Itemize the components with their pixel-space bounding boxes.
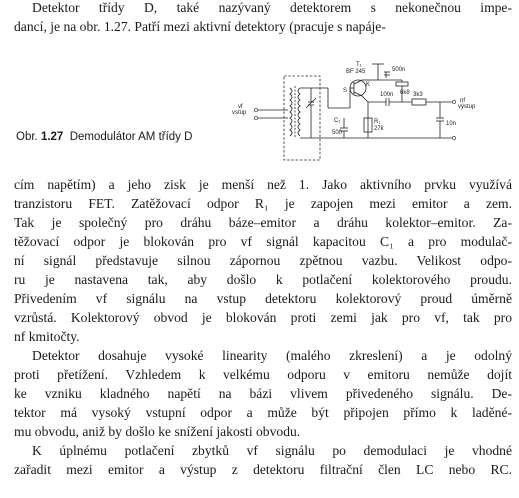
label-6k8: 6k8 — [400, 90, 410, 96]
p1-line-3: Tak je společný pro dráhu báze–emitor a dráhu kolektor–emitor. Za- — [14, 215, 512, 230]
paragraph-1 — [14, 175, 512, 346]
label-c1-value: 500 — [332, 130, 343, 136]
intro-line-2: dancí, je na obr. 1.27. Patří mezi aktivní detektory (pracuje s napáje- — [14, 19, 386, 34]
caption-text: Demodulátor AM třídy D — [69, 131, 193, 143]
secondary-coil — [298, 88, 300, 136]
label-c1: C₁ — [334, 118, 341, 124]
label-vstup: vstup — [232, 110, 247, 116]
label-vf: vf — [238, 104, 243, 110]
label-nf: nf — [460, 98, 466, 104]
primary-coil — [290, 88, 292, 136]
p1-line-9: nf kmitočty. — [14, 329, 80, 344]
p1-line-4: těžovací odpor je blokován pro vf signál kapacitou C₁ a pro modulač- — [14, 234, 512, 249]
p1-line-8: vzrůstá. Kolektorový obvod je blokován proti zemi jak pro vf, tak pro — [14, 310, 512, 325]
p3-line-2: zařadit mezi emitor a výstup z detektoru filtrační člen LC nebo RC. — [14, 462, 512, 477]
intro-paragraph — [14, 0, 512, 36]
p2-line-4: tektor má vysoký vstupní odpor a může být připojen přímo k laděné- — [14, 405, 512, 420]
paragraph-3 — [14, 441, 512, 479]
intro-line-1: Detektor třídy D, také nazývaný detektorem s nekonečnou impe- — [32, 0, 512, 15]
p2-line-1: Detektor dosahuje vysoké linearity (malého zkreslení) a je odolný — [32, 348, 512, 363]
p2-line-3: ke vzniku kladného napětí na bázi vlivem přivedeného signálu. De- — [14, 386, 512, 401]
label-500n: 500n — [392, 67, 406, 73]
label-bf245: BF 245 — [346, 69, 366, 75]
p1-line-2: tranzistoru FET. Zatěžovací odpor R₁ je zapojen mezi emitor a zem. — [14, 196, 512, 211]
label-r1: R₁ — [374, 119, 381, 125]
p1-line-7: Přivedením vf signálu na vstup detektoru kolektorový proud úměrně — [14, 291, 512, 306]
p1-line-6: ru je nastavena tak, aby došlo k potlačení kolektorového proudu. — [14, 272, 512, 287]
p1-line-5: ní signál představuje silnou zápornou zpětnou vazbu. Velikost odpo- — [14, 253, 512, 268]
label-10n: 10n — [446, 121, 457, 127]
caption-prefix: Obr. — [16, 131, 38, 143]
p3-line-1: K úplnému potlačení zbytků vf signálu po demodulaci je vhodné — [32, 443, 512, 458]
label-r1-value: 27k — [374, 126, 384, 132]
p2-line-5: mu obvodu, aniž by došlo ke snížení jakosti obvodu. — [14, 424, 301, 439]
p1-line-1: cím napětím) a jeho zisk je menší než 1. Jako aktivního prvku využívá — [14, 177, 512, 192]
p2-line-2: proti přetížení. Vzhledem k velkému odporu v emitoru nemůže dojít — [14, 367, 512, 382]
label-t1: T₁ — [356, 62, 362, 68]
label-k: K — [366, 82, 371, 88]
circuit-diagram — [228, 58, 518, 168]
label-3k3: 3k3 — [413, 92, 423, 98]
label-vystup: výstup — [458, 104, 476, 110]
label-s: S — [343, 88, 348, 94]
figure-caption — [16, 131, 192, 143]
paragraph-2 — [14, 346, 512, 441]
label-100n: 100n — [380, 92, 394, 98]
caption-number: 1.27 — [40, 131, 64, 143]
